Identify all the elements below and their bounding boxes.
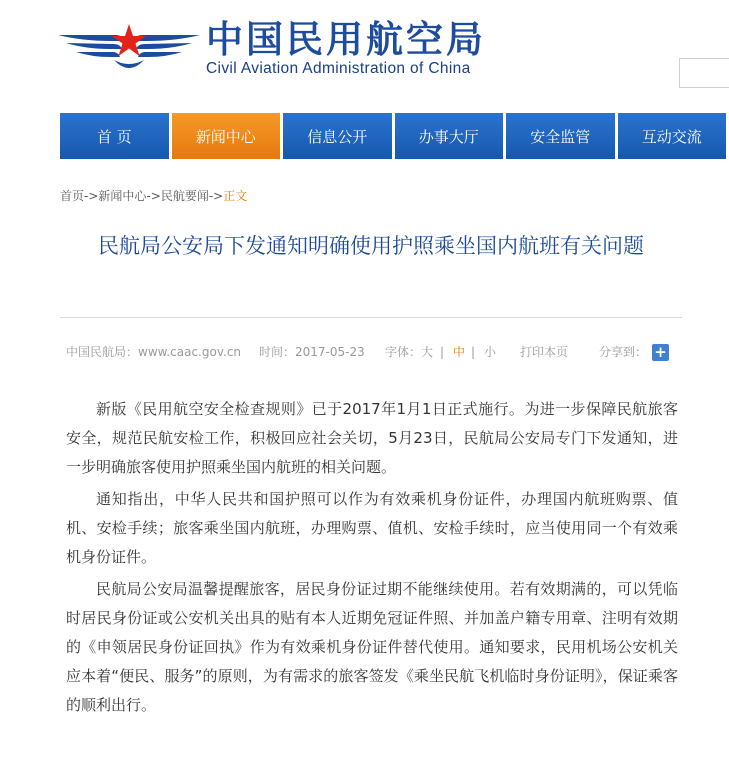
font-size-small[interactable]: 小: [484, 345, 497, 359]
article-time: 时间：2017-05-23: [259, 345, 365, 359]
article-title: 民航局公安局下发通知明确使用护照乘坐国内航班有关问题: [98, 234, 644, 258]
article-body: [66, 395, 678, 723]
breadcrumb-home[interactable]: 首页: [60, 189, 85, 203]
font-size-label: 字体：: [385, 345, 422, 359]
font-size-separator: |: [471, 345, 476, 359]
article-source: 中国民航局：www.caac.gov.cn: [66, 345, 242, 359]
article-meta: [60, 342, 682, 362]
breadcrumb-separator: ->: [84, 189, 99, 203]
breadcrumb-news-center[interactable]: 新闻中心: [98, 189, 147, 203]
font-size-separator: |: [440, 345, 445, 359]
font-size-large[interactable]: 大: [421, 345, 434, 359]
breadcrumb-separator: ->: [208, 189, 224, 203]
caac-emblem-icon[interactable]: [58, 22, 200, 76]
site-title-en[interactable]: Civil Aviation Administration of China: [206, 60, 471, 77]
nav-item-interaction[interactable]: 互动交流: [618, 113, 727, 159]
article-paragraph: 新版《民用航空安全检查规则》已于2017年1月1日正式施行。为进一步保障民航旅客安全，规范民航安检工作，积极回应社会关切，5月23日，民航局公安局专门下发通知，进一步明确旅客使用护照乘坐国内航班的相关问题。: [66, 400, 678, 476]
search-input[interactable]: [679, 58, 729, 88]
breadcrumb-separator: ->: [146, 189, 161, 203]
nav-item-news-center[interactable]: 新闻中心: [172, 113, 281, 159]
article-paragraph: 通知指出，中华人民共和国护照可以作为有效乘机身份证件，办理国内航班购票、值机、安检手续；旅客乘坐国内航班，办理购票、值机、安检手续时，应当使用同一个有效乘机身份证件。: [66, 490, 678, 566]
print-page-link[interactable]: 打印本页: [520, 345, 569, 359]
breadcrumb: [60, 186, 247, 206]
article-paragraph: 民航局公安局温馨提醒旅客，居民身份证过期不能继续使用。若有效期满的，可以凭临时居民身份证或公安机关出具的贴有本人近期免冠证件照、并加盖户籍专用章、注明有效期的《申领居民身份证回执》作为有效乘机身份证件替代使用。通知要求，民用机场公安机关应本着“便民、服务”的原则，为有需求的旅客签发《乘坐民航飞机临时身份证明》，保证乘客的顺利出行。: [66, 580, 678, 714]
main-nav: [60, 113, 726, 159]
nav-item-home[interactable]: 首 页: [60, 113, 169, 159]
site-title-cn[interactable]: 中国民用航空局: [206, 18, 486, 61]
plus-share-icon[interactable]: +: [652, 344, 669, 361]
share-label: 分享到：: [599, 345, 648, 359]
font-size-medium[interactable]: 中: [453, 345, 466, 359]
nav-item-service-hall[interactable]: 办事大厅: [395, 113, 504, 159]
breadcrumb-current: 正文: [223, 189, 248, 203]
title-divider: [60, 317, 682, 318]
nav-item-safety-supervision[interactable]: 安全监管: [506, 113, 615, 159]
site-header: [0, 0, 729, 112]
nav-item-info-disclosure[interactable]: 信息公开: [283, 113, 392, 159]
breadcrumb-aviation-news[interactable]: 民航要闻: [160, 189, 209, 203]
